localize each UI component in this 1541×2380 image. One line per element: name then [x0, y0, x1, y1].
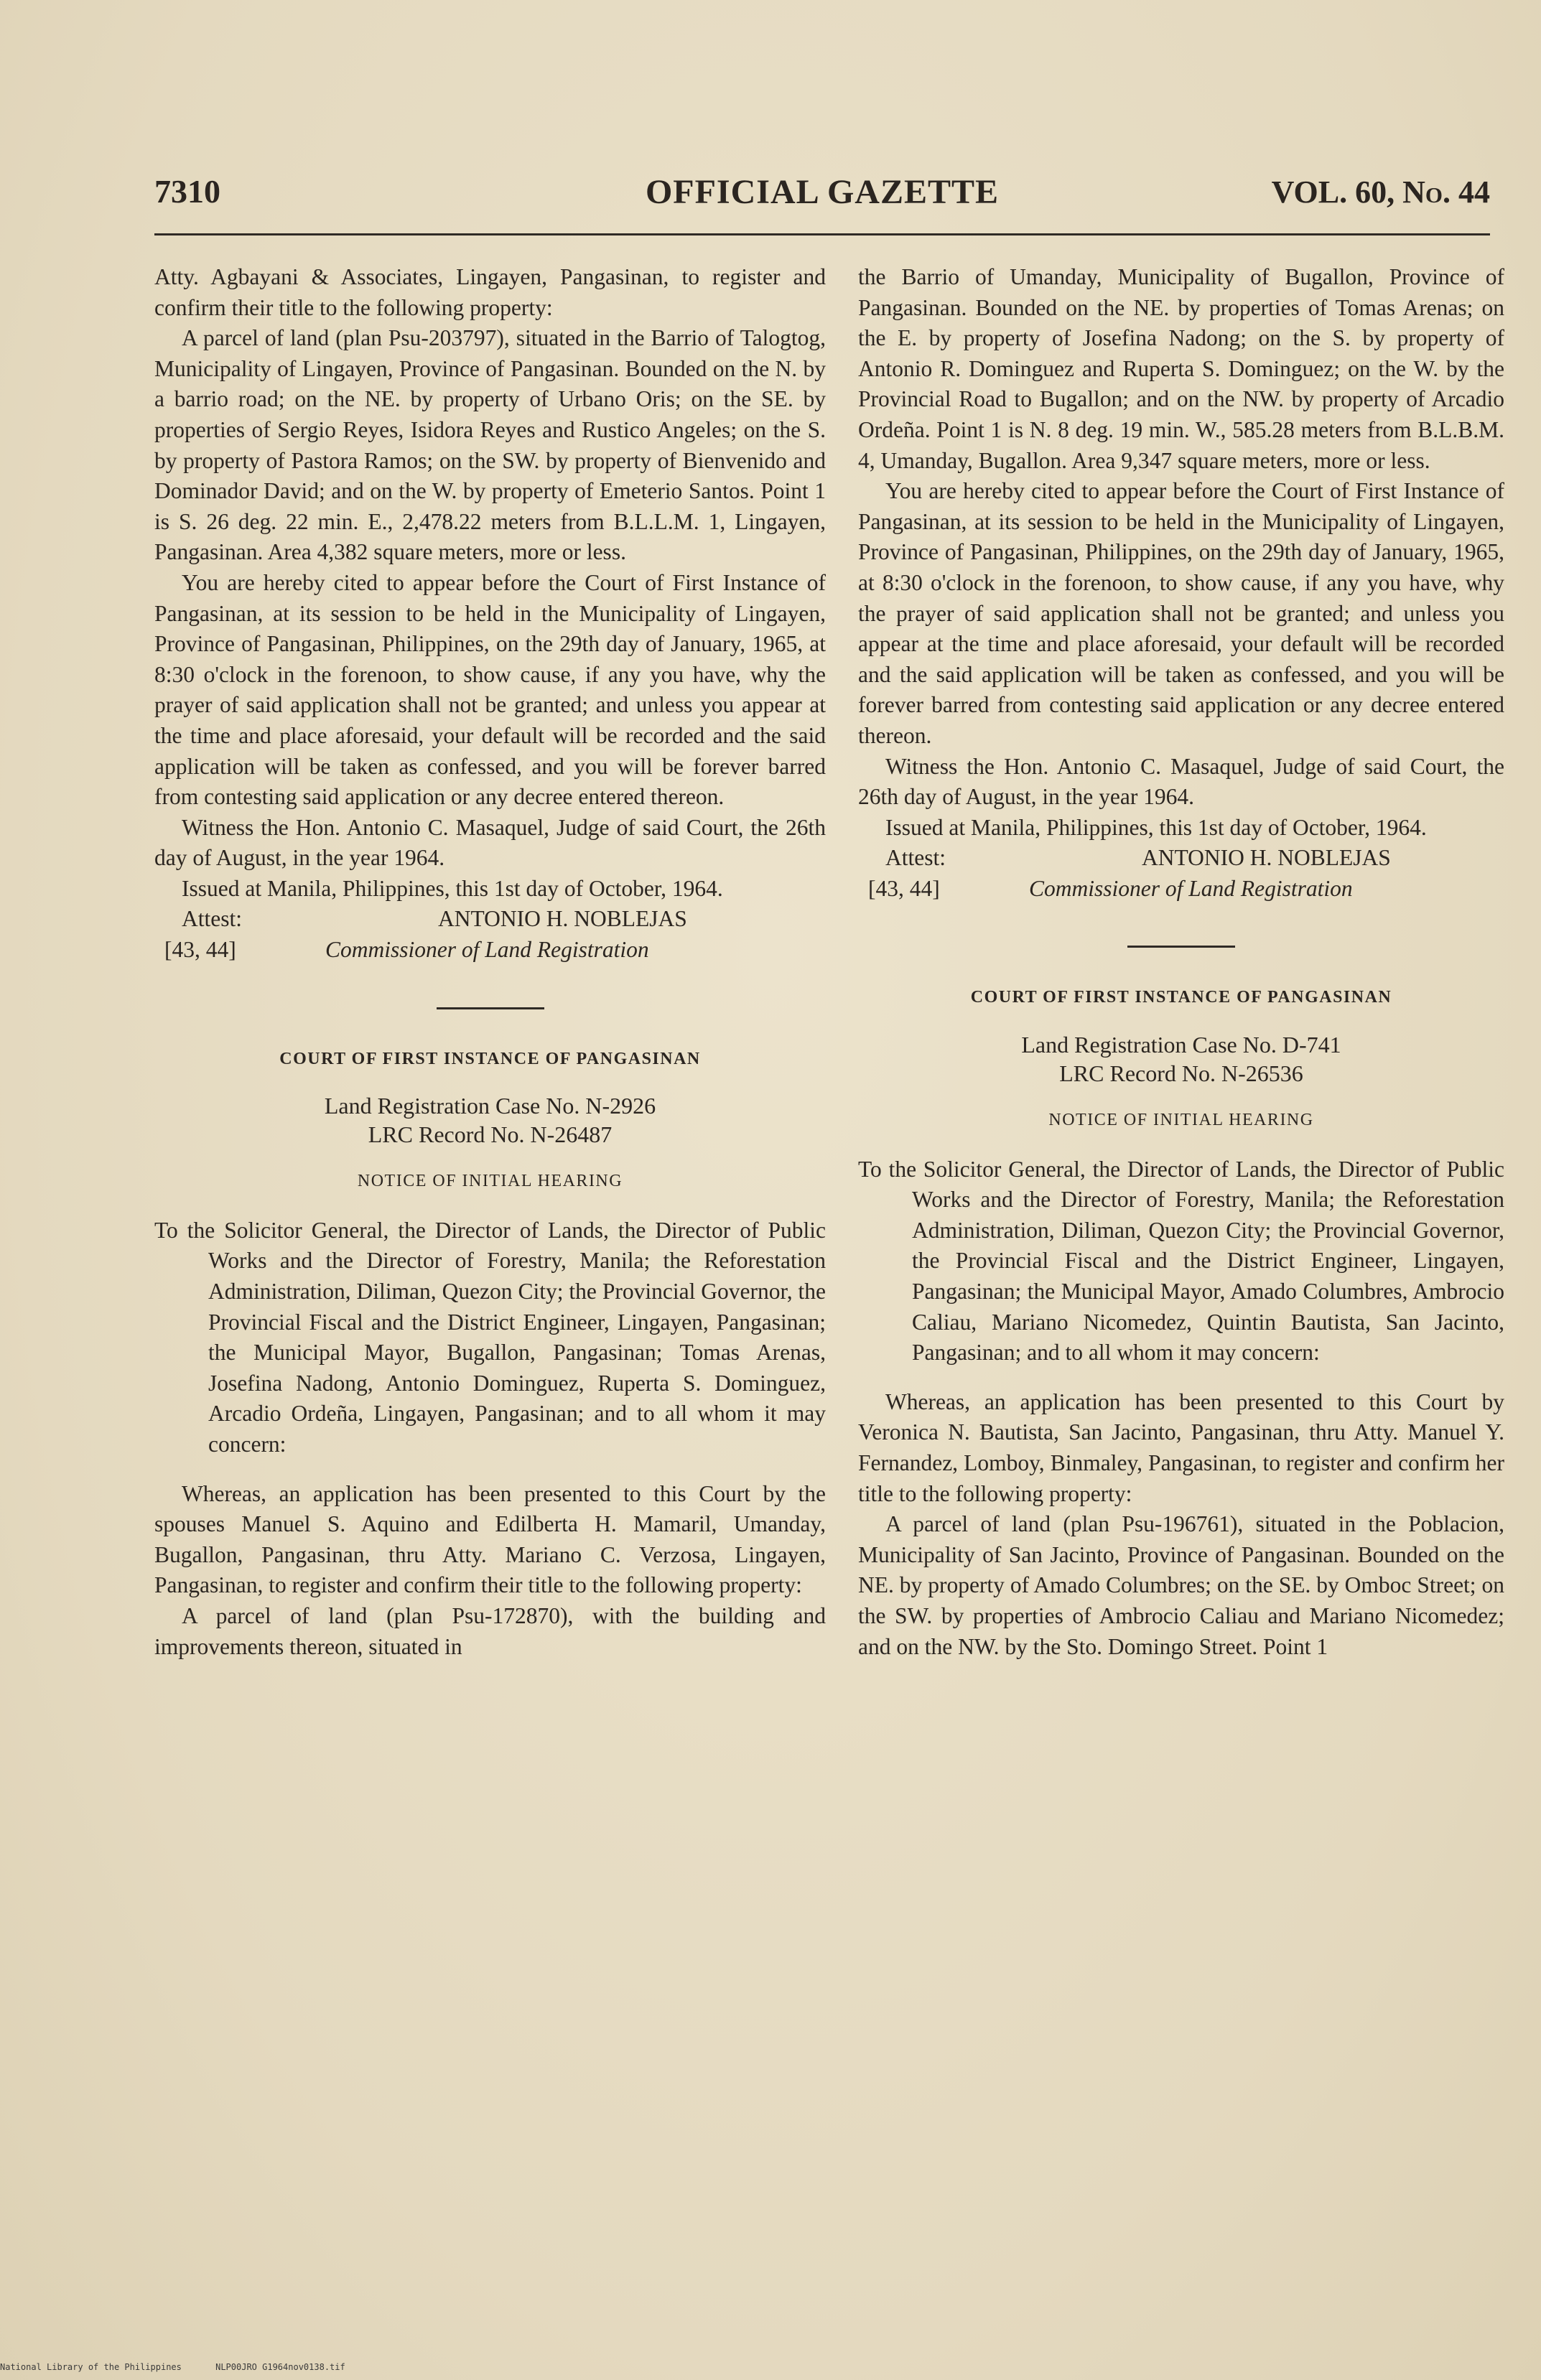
- page-number: 7310: [154, 173, 220, 210]
- court-heading: COURT OF FIRST INSTANCE OF PANGASINAN: [279, 1049, 701, 1068]
- paragraph: Whereas, an application has been presented to this Court by the spouses Manuel S. Aquino and Edilberta H. Mamaril, Umanday, Bugallon, Pangasinan, thru Atty. Mariano C. Verzosa, Lingayen, Pangasinan, to register and confirm their title to the following property:: [154, 1480, 826, 1598]
- paragraph: Issued at Manila, Philippines, this 1st day of October, 1964.: [182, 875, 723, 901]
- issue-reference: [43, 44]: [164, 937, 236, 963]
- attest-title-line: [154, 935, 826, 966]
- attest-title: Commissioner of Land Registration: [1029, 875, 1353, 901]
- paragraph: You are hereby cited to appear before the Court of First Instance of Pangasinan, at its session to be held in the Municipality of Lingayen, Province of Pangasinan, Philippines, on the 29th day of January, 1965, at 8:30 o'clock in the forenoon, to show cause, if any you have, why the prayer of said application shall not be granted; and unless you appear at the time and place aforesaid, your default will be recorded and the said application will be taken as confessed, and you will be forever barred from contesting said application or any decree entered thereon.: [858, 478, 1504, 748]
- scan-filename: NLP00JRO G1964nov0138.tif: [215, 2362, 345, 2372]
- attest-line: [858, 843, 1504, 874]
- paragraph: A parcel of land (plan Psu-172870), with the building and improvements thereon, situated in: [154, 1602, 826, 1659]
- paragraph: You are hereby cited to appear before the Court of First Instance of Pangasinan, at its session to be held in the Municipality of Lingayen, Province of Pangasinan, Philippines, on the 29th day of January, 1965, at 8:30 o'clock in the forenoon, to show cause, if any you have, why the prayer of said application shall not be granted; and unless you appear at the time and place aforesaid, your default will be recorded and the said application will be taken as confessed, and you will be forever barred from contesting said application or any decree entered thereon.: [154, 569, 826, 810]
- section-divider: [437, 1007, 544, 1009]
- attest-name: ANTONIO H. NOBLEJAS: [1142, 845, 1391, 871]
- case-number: Land Registration Case No. D-741: [1021, 1032, 1341, 1058]
- right-column: [858, 262, 1504, 1662]
- issue-reference: [43, 44]: [868, 875, 940, 901]
- attest-name: ANTONIO H. NOBLEJAS: [438, 906, 687, 932]
- attest-label: Attest:: [885, 845, 946, 871]
- notice-heading: NOTICE OF INITIAL HEARING: [1048, 1111, 1314, 1130]
- paragraph: the Barrio of Umanday, Municipality of Bugallon, Province of Pangasinan. Bounded on the NE. by properties of Tomas Arenas; on the E. by property of Josefina Nadong; on the S. by property of Antonio R. Dominguez and Ruperta S. Dominguez; on the W. by the Provincial Road to Bugallon; and on the NW. by property of Arcadio Ordeña. Point 1 is N. 8 deg. 19 min. W., 585.28 meters from B.L.B.M. 4, Umanday, Bugallon. Area 9,347 square meters, more or less.: [858, 264, 1504, 473]
- paragraph: A parcel of land (plan Psu-203797), situated in the Barrio of Talogtog, Municipality of Lingayen, Province of Pangasinan. Bounded on the N. by a barrio road; on the NE. by property of Urbano Oris; on the SE. by properties of Sergio Reyes, Isidora Reyes and Rustico Angeles; on the S. by property of Pastora Ramos; on the SW. by property of Bienvenido and Dominador David; and on the W. by property of Emeterio Santos. Point 1 is S. 26 deg. 22 min. E., 2,478.22 meters from B.L.L.M. 1, Lingayen, Pangasinan. Area 4,382 square meters, more or less.: [154, 325, 826, 565]
- paragraph: Whereas, an application has been presented to this Court by Veronica N. Bautista, San Jacinto, Pangasinan, thru Atty. Manuel Y. Fernandez, Lomboy, Binmaley, Pangasinan, to register and confirm her title to the following property:: [858, 1389, 1504, 1506]
- record-number: LRC Record No. N-26536: [1059, 1060, 1303, 1087]
- scan-source: National Library of the Philippines: [0, 2362, 182, 2372]
- court-heading: COURT OF FIRST INSTANCE OF PANGASINAN: [970, 988, 1392, 1007]
- attest-line: [154, 904, 826, 935]
- paragraph: Witness the Hon. Antonio C. Masaquel, Judge of said Court, the 26th day of August, in the year 1964.: [858, 753, 1504, 810]
- attest-label: Attest:: [182, 906, 242, 932]
- paragraph: Witness the Hon. Antonio C. Masaquel, Judge of said Court, the 26th day of August, in the year 1964.: [154, 814, 826, 871]
- volume-number: VOL. 60, No. 44: [1271, 174, 1490, 210]
- paragraph: Atty. Agbayani & Associates, Lingayen, Pangasinan, to register and confirm their title to the following property:: [154, 264, 826, 320]
- section-divider: [1127, 946, 1235, 948]
- publication-title: OFFICIAL GAZETTE: [645, 173, 1000, 211]
- header-rule: [154, 233, 1490, 235]
- addressees: To the Solicitor General, the Director of Lands, the Director of Public Works and the Director of Forestry, Manila; the Reforestation Administration, Diliman, Quezon City; the Provincial Governor, the Provincial Fiscal and the District Engineer, Lingayen, Pangasinan; the Municipal Mayor, Amado Columbres, Ambrocio Caliau, Mariano Nicomedez, Quintin Bautista, San Jacinto, Pangasinan; and to all whom it may concern:: [858, 1156, 1504, 1366]
- addressees: To the Solicitor General, the Director of Lands, the Director of Public Works and the Director of Forestry, Manila; the Reforestation Administration, Diliman, Quezon City; the Provincial Governor, the Provincial Fiscal and the District Engineer, Lingayen, Pangasinan; the Municipal Mayor, Bugallon, Pangasinan; Tomas Arenas, Josefina Nadong, Antonio Dominguez, Ruperta S. Dominguez, Arcadio Ordeña, Lingayen, Pangasinan; and to all whom it may concern:: [154, 1217, 826, 1457]
- left-column: [154, 262, 826, 1662]
- attest-title-line: [858, 874, 1504, 905]
- notice-heading: NOTICE OF INITIAL HEARING: [357, 1172, 623, 1191]
- case-number: Land Registration Case No. N-2926: [324, 1093, 656, 1119]
- record-number: LRC Record No. N-26487: [368, 1121, 613, 1148]
- paragraph: Issued at Manila, Philippines, this 1st day of October, 1964.: [885, 814, 1427, 840]
- paragraph: A parcel of land (plan Psu-196761), situated in the Poblacion, Municipality of San Jacinto, Province of Pangasinan. Bounded on the NE. by property of Amado Columbres; on the SE. by Omboc Street; on the SW. by properties of Ambrocio Caliau and Mariano Nicomedez; and on the NW. by the Sto. Domingo Street. Point 1: [858, 1511, 1504, 1659]
- page-header: [154, 172, 1490, 223]
- scan-footer: [0, 2362, 374, 2372]
- attest-title: Commissioner of Land Registration: [325, 937, 649, 963]
